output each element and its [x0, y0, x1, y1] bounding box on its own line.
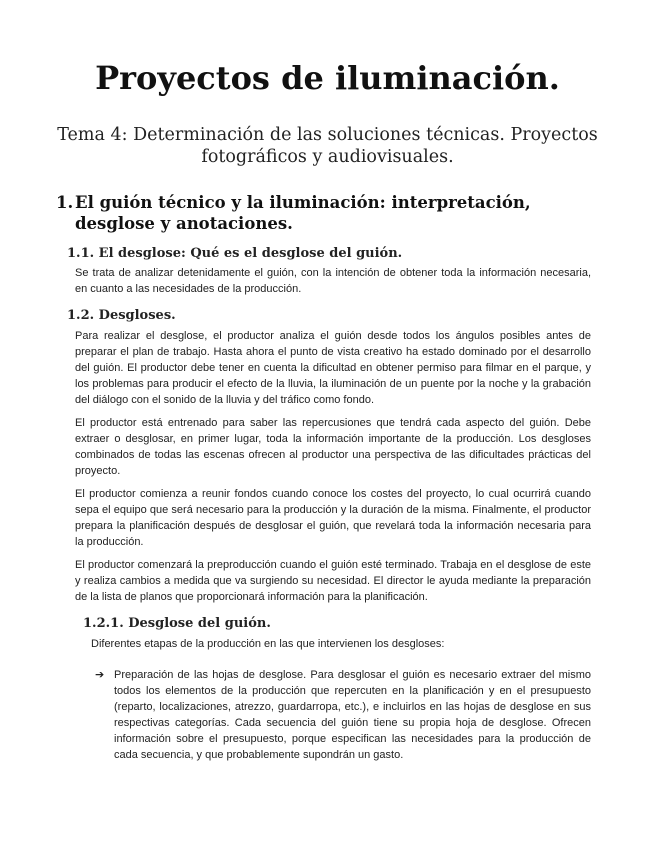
document-title: Proyectos de iluminación. [95, 59, 560, 97]
subsection-1-2-heading: 1.2. Desgloses. [67, 308, 176, 323]
section-1-title: El guión técnico y la iluminación: interpretación, desglose y anotaciones. [75, 193, 531, 233]
subsection-1-2-1-intro: Diferentes etapas de la producción en las que intervienen los desgloses: [91, 638, 445, 650]
list-item [95, 667, 591, 763]
desgloses-paragraph-1: Para realizar el desglose, el productor analiza el guión desde todos los ángulos posibles antes de preparar el plan de trabajo. Hasta ahora el punto de vista creativo ha estado dominado por el desarrollo del guión. El productor debe tener en cuenta la dificultad en obtener permiso para filmar en el parque, y los problemas para producir el efecto de la lluvia, la iluminación de un puente por la noche y la grabación del diálogo con el sonido de la lluvia y del tráfico como fondo. [75, 330, 591, 406]
section-1-heading [56, 192, 601, 234]
desgloses-paragraph-3: El productor comienza a reunir fondos cuando conoce los costes del proyecto, lo cual ocurrirá cuando sepa el equipo que será necesario para la producción y la duración de la misma. Finalmente, el productor prepara la planificación después de desglosar el guión, que revelará toda la información necesaria para la producción. [75, 488, 591, 548]
subsection-1-1-heading: 1.1. El desglose: Qué es el desglose del guión. [67, 246, 403, 261]
arrow-bullet-icon: ➔ [95, 668, 105, 681]
list-item-text: Preparación de las hojas de desglose. Para desglosar el guión es necesario extraer del mismo todos los elementos de la producción que repercuten en la planificación y en el presupuesto (reparto, localizaciones, atrezzo, guardarropa, etc.), e incluirlos en las hojas de desglose en sus respectivas categorías. Cada secuencia del guión tiene su propia hoja de desglose. Ofrecen información sobre el presupuesto, porque especifican las necesidades para la producción de cada secuencia, y que probablemente supondrán un gasto. [114, 669, 591, 761]
subsection-1-2-1-heading: 1.2.1. Desglose del guión. [83, 616, 271, 631]
section-1-number: 1. [56, 193, 74, 212]
subsection-1-1-text: Se trata de analizar detenidamente el guión, con la intención de obtener toda la información necesaria, en cuanto a las necesidades de la producción. [75, 267, 591, 295]
desgloses-paragraph-4: El productor comenzará la preproducción cuando el guión esté terminado. Trabaja en el desglose de este y realiza cambios a medida que va surgiendo su necesidad. El director le ayuda mediante la preparación de la lista de planos que proporcionará información para la planificación. [75, 559, 591, 603]
desgloses-paragraph-2: El productor está entrenado para saber las repercusiones que tendrá cada aspecto del guión. Debe extraer o desglosar, en primer lugar, toda la información importante de la producción. Los desgloses combinados de todas las escenas ofrecen al productor una perspectiva de las dificultades prácticas del proyecto. [75, 417, 591, 477]
document-subtitle: Tema 4: Determinación de las soluciones técnicas. Proyectos fotográficos y audiovisuales. [57, 125, 598, 167]
